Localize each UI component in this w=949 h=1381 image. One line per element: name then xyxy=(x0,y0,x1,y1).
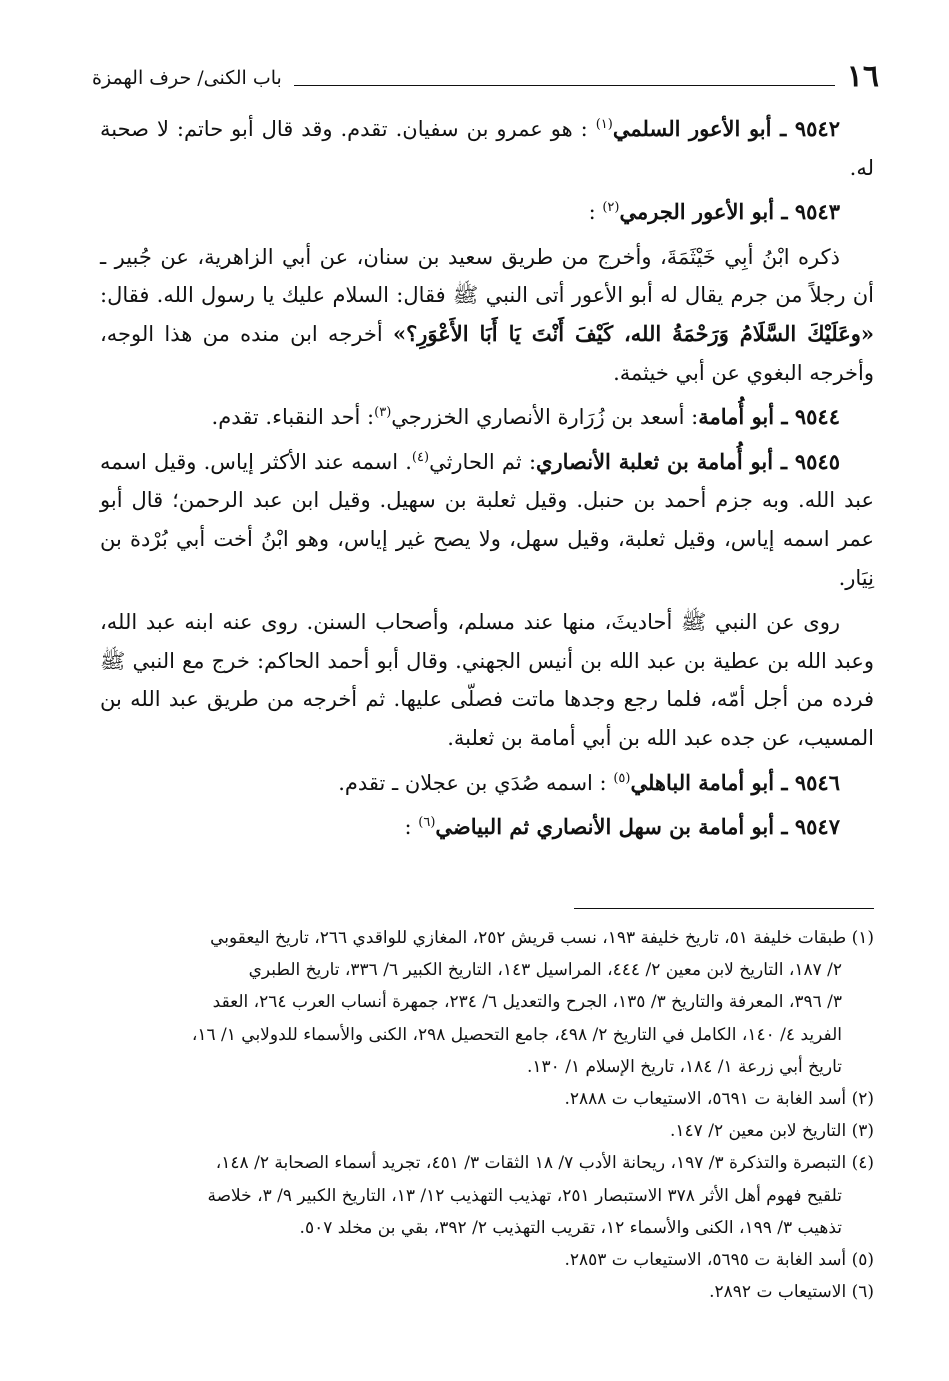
entry-text: : اسمه صُدَي بن عجلان ـ تقدم. xyxy=(338,770,607,795)
footnote-text: الاستيعاب ت ٢٨٩٢. xyxy=(709,1282,847,1303)
footnote-3 xyxy=(100,1115,874,1147)
footnote-1 xyxy=(100,922,874,954)
entry-9545 xyxy=(100,443,874,597)
footnote-separator xyxy=(574,908,874,909)
footnotes xyxy=(100,922,874,1308)
entry-text: : xyxy=(404,815,412,840)
entry-text: : أسعد بن زُرَارة الأنصاري الخزرجي xyxy=(391,405,699,430)
page-header xyxy=(92,58,879,92)
footnote-4 xyxy=(100,1147,874,1179)
entry-9545-body xyxy=(100,603,874,757)
entry-heading: ٩٥٤٣ ـ أبو الأعور الجرمي xyxy=(619,199,840,225)
footnote-text: التبصرة والتذكرة ٣/ ١٩٧، ريحانة الأدب ٧/ ١٨ الثقات ٣/ ٤٥١، تجريد أسماء الصحابة ٢/ ١٤٨، xyxy=(215,1153,847,1174)
footnote-ref: (٤) xyxy=(411,449,430,465)
footnote-number: (٣) xyxy=(851,1121,874,1142)
footnote-4-line: تذهيب ٣/ ١٩٩، الكنى والأسماء ١٢، تقريب التهذيب ٢/ ٣٩٢، بقي بن مخلد ٥٠٧. xyxy=(299,1217,842,1238)
footnote-ref: (٦) xyxy=(418,815,436,831)
entry-9546 xyxy=(100,764,874,803)
paragraph-text: أخرجه ابن منده من هذا الوجه، وأخرجه البغوي عن أبي خيثمة. xyxy=(100,321,874,385)
footnote-number: (٢) xyxy=(851,1089,874,1110)
footnote-5 xyxy=(100,1244,874,1276)
entry-heading: ٩٥٤٥ ـ أبو أُمامة بن ثعلبة الأنصاري xyxy=(536,448,840,474)
entry-text: : أحد النقباء. تقدم. xyxy=(211,405,375,430)
entry-heading: ٩٥٤٦ ـ أبو أمامة الباهلي xyxy=(630,769,840,795)
entry-9544 xyxy=(100,398,874,437)
footnote-text: التاريخ لابن معين ٢/ ١٤٧. xyxy=(669,1121,847,1142)
footnote-number: (٥) xyxy=(851,1250,874,1271)
entry-9543 xyxy=(100,193,874,232)
footnote-ref: (١) xyxy=(595,117,613,132)
header-rule xyxy=(294,85,835,86)
entry-text: : ثم الحارثي xyxy=(429,449,537,474)
footnote-number: (٦) xyxy=(851,1282,874,1303)
footnote-ref: (٣) xyxy=(374,405,392,421)
main-text xyxy=(100,110,874,853)
footnote-1-line: تاريخ أبي زرعة ١/ ١٨٤، تاريخ الإسلام ١/ ١٣٠. xyxy=(527,1056,842,1077)
entry-text: . اسمه عند الأكثر إياس. وقيل اسمه عبد الله. وبه جزم أحمد بن حنبل. وقيل ثعلبة بن سهيل. وقيل ابن عبد الرحمن؛ قال أبو عمر اسمه إياس، وقيل ثعلبة، وقيل سهل، ولا يصح غير إياس، وهو ابْنُ أخت أبي بُرْدة بن نِيَار. xyxy=(100,449,874,590)
entry-9542 xyxy=(100,110,874,187)
entry-text: : هو عمرو بن سفيان. تقدم. وقد قال أبو حاتم: لا صحبة له. xyxy=(100,117,874,180)
footnote-ref: (٥) xyxy=(613,770,631,786)
entry-heading: ٩٥٤٧ ـ أبو أمامة بن سهل الأنصاري ثم البياضي xyxy=(435,814,840,840)
footnote-1-line: ٢/ ١٨٧، التاريخ لابن معين ٢/ ٤٤٤، المراسيل ١٤٣، التاريخ الكبير ٦/ ٣٣٦، تاريخ الطبري xyxy=(248,960,842,981)
entry-text: : xyxy=(588,200,596,225)
footnote-number: (٤) xyxy=(851,1153,874,1174)
footnote-text: أسد الغابة ت ٥٦٩١، الاستيعاب ت ٢٨٨٨. xyxy=(564,1089,847,1110)
entry-heading: ٩٥٤٢ ـ أبو الأعور السلمي xyxy=(612,116,840,141)
entry-9547 xyxy=(100,808,874,847)
footnote-1-line: الفريد ٤/ ١٤٠، الكامل في التاريخ ٢/ ٤٩٨، جامع التحصيل ٢٩٨، الكنى والأسماء للدولابي ١/ ١٦، xyxy=(191,1024,842,1045)
entry-9543-body xyxy=(100,238,874,392)
footnote-text: أسد الغابة ت ٥٦٩٥، الاستيعاب ت ٢٨٥٣. xyxy=(564,1250,847,1271)
footnote-ref: (٢) xyxy=(602,200,620,216)
hadith-quote: «وعَلَيْكَ السَّلَامُ وَرَحْمَةُ الله، كَيْفَ أَنْتَ يَا أَبَا الأَعْوَرِ؟» xyxy=(393,320,874,346)
page-number: ١٦ xyxy=(846,59,879,94)
paragraph-text: ذكره ابْنُ أبِي خَيْثَمَةَ، وأخرج من طريق سعيد بن سنان، عن أبي الزاهرية، عن جُبير ـ أن رجلاً من جرم يقال له أبو الأعور أتى النبي ﷺ فقال: السلام عليك يا رسول الله. فقال: xyxy=(100,244,874,308)
running-title: باب الكنى/ حرف الهمزة xyxy=(92,67,282,89)
footnote-1-line: ٣/ ٣٩٦، المعرفة والتاريخ ٣/ ١٣٥، الجرح والتعديل ٦/ ٢٣٤، جمهرة أنساب العرب ٢٦٤، العقد xyxy=(212,992,842,1013)
paragraph-text: روى عن النبي ﷺ أحاديثَ، منها عند مسلم، وأصحاب السنن. روى عنه ابنه عبد الله، وعبد الله بن عطية بن عبد الله بن أنيس الجهني. وقال أبو أحمد الحاكم: خرج مع النبي ﷺ فرده من أجل أمّه، فلما رجع وجدها ماتت فصلّى عليها. ثم أخرجه من طريق عبد الله بن المسيب، عن جده عبد الله بن أبي أمامة بن ثعلبة. xyxy=(100,610,874,750)
footnote-text: طبقات خليفة ٥١، تاريخ خليفة ١٩٣، نسب قريش ٢٥٢، المغازي للواقدي ٢٦٦، تاريخ اليعقوبي xyxy=(210,928,847,948)
footnote-2 xyxy=(100,1083,874,1115)
footnote-6 xyxy=(100,1276,874,1308)
footnote-number: (١) xyxy=(851,928,874,948)
entry-heading: ٩٥٤٤ ـ أبو أُمامة xyxy=(698,404,840,430)
footnote-4-line: تلقيح فهوم أهل الأثر ٣٧٨ الاستبصار ٢٥١، تهذيب التهذيب ١٢/ ١٣، التاريخ الكبير ٩/ ٣، خلاصة xyxy=(207,1185,842,1206)
